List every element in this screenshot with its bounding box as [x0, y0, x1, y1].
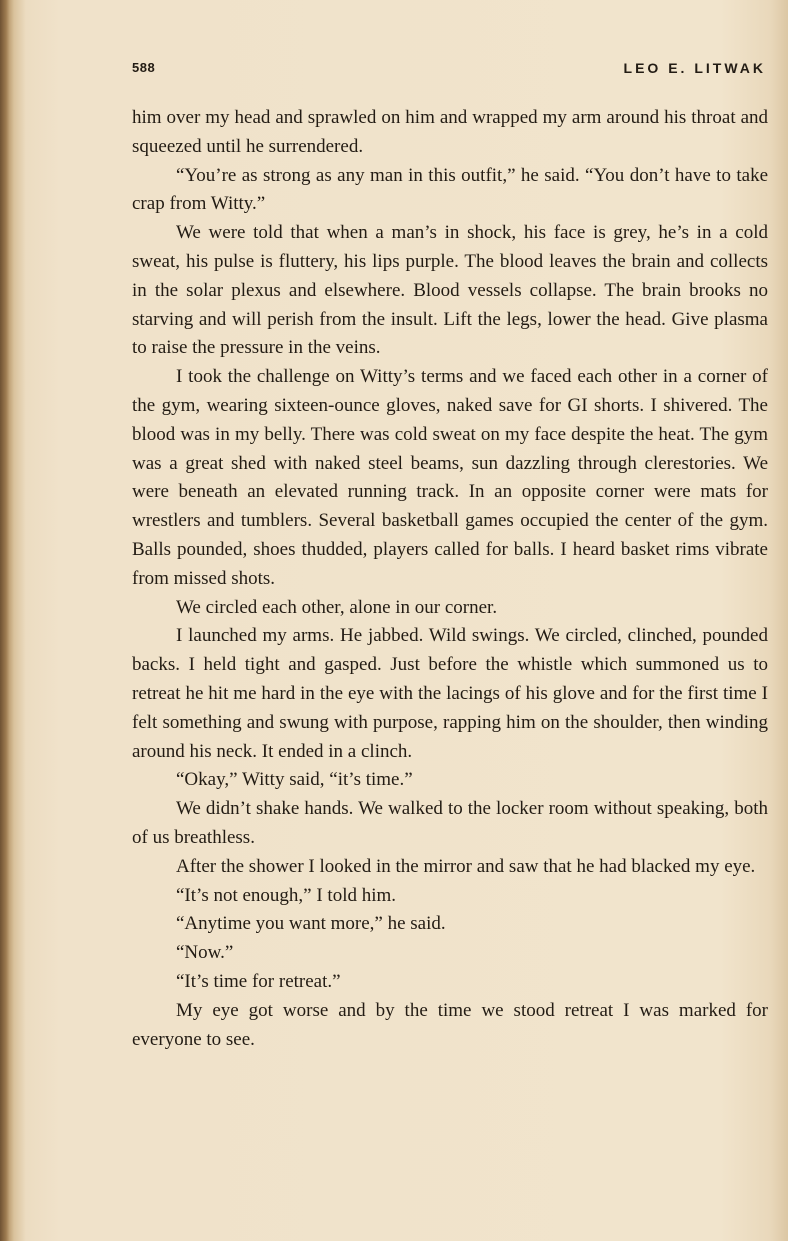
paragraph: “Okay,” Witty said, “it’s time.” [176, 769, 413, 791]
page-number: 588 [132, 60, 156, 75]
paragraph: “It’s time for retreat.” [176, 970, 341, 992]
page-header [132, 60, 766, 80]
paragraph: I took the challenge on Witty’s terms and we faced each other in a corner of the gym, wearing sixteen-ounce gloves, naked save for GI shorts. I shivered. The blood was in my belly. There was cold sweat on my face despite the heat. The gym was a great shed with naked steel beams, sun dazzling through clerestories. We were beneath an elevated running track. In an opposite corner were mats for wrestlers and tumblers. Several basketball games occupied the center of the gym. Balls pounded, shoes thudded, players called for balls. I heard basket rims vibrate from missed shots. [132, 366, 768, 589]
paragraph: We didn’t shake hands. We walked to the locker room without speaking, both of us breathless. [132, 798, 768, 848]
paragraph: “Anytime you want more,” he said. [176, 913, 446, 935]
paragraph: “It’s not enough,” I told him. [176, 884, 397, 906]
paragraph: him over my head and sprawled on him and wrapped my arm around his throat and squeezed until he surrendered. [132, 107, 768, 157]
paragraph: “You’re as strong as any man in this outfit,” he said. “You don’t have to take crap from Witty.” [132, 164, 768, 215]
body-text [132, 104, 768, 1054]
paragraph: We were told that when a man’s in shock, his face is grey, he’s in a cold sweat, his pulse is fluttery, his lips purple. The blood leaves the brain and collects in the solar plexus and elsewhere. Blood vessels collapse. The brain brooks no starving and will perish from the insult. Lift the legs, lower the head. Give plasma to raise the pressure in the veins. [132, 222, 768, 359]
running-head: LEO E. LITWAK [623, 60, 766, 76]
paragraph: “Now.” [176, 942, 234, 964]
book-spine [0, 0, 10, 1241]
paragraph: I launched my arms. He jabbed. Wild swings. We circled, clinched, pounded backs. I held tight and gasped. Just before the whistle which summoned us to retreat he hit me hard in the eye with the lacings of his glove and for the first time I felt something and swung with purpose, rapping him on the shoulder, then winding around his neck. It ended in a clinch. [132, 625, 768, 762]
paragraph: We circled each other, alone in our corner. [176, 596, 498, 618]
paragraph: My eye got worse and by the time we stood retreat I was marked for everyone to see. [132, 999, 768, 1050]
paragraph: After the shower I looked in the mirror and saw that he had blacked my eye. [176, 855, 756, 877]
